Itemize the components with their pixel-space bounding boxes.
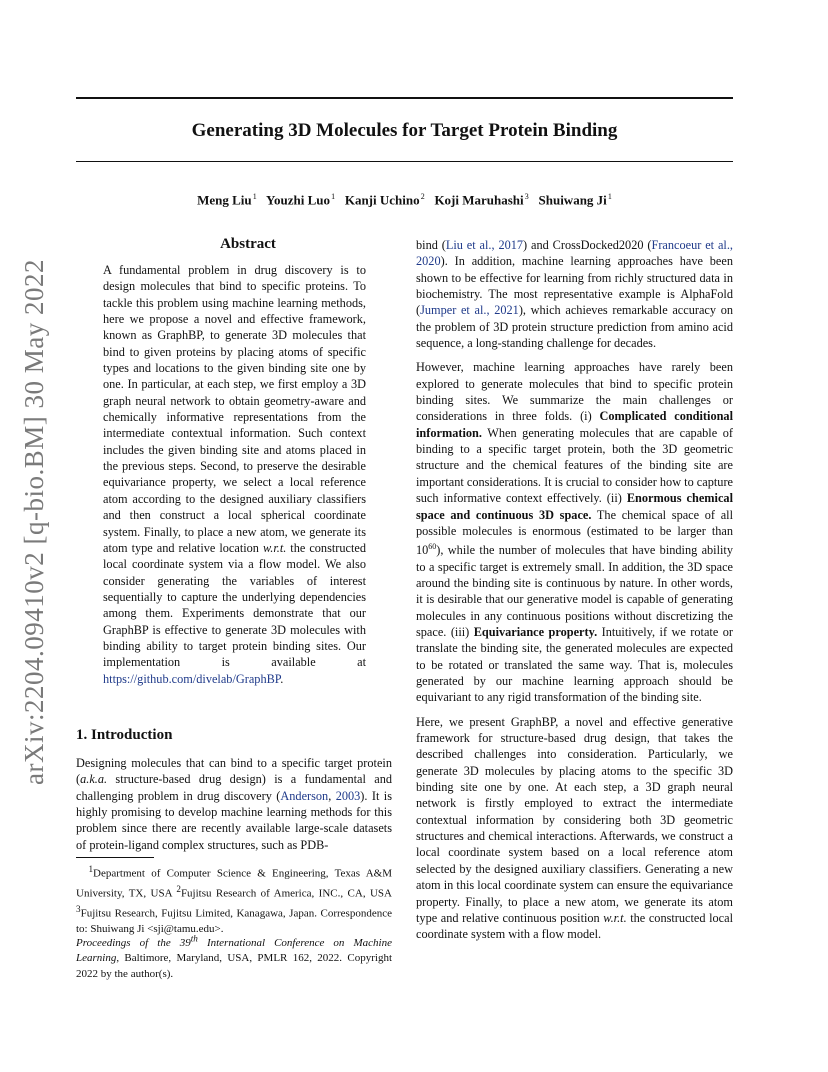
abstract-body: A fundamental problem in drug discovery is to design molecules that bind to specific proteins. To tackle this problem using machine learning methods, here we propose a novel and effective framework, known as GraphBP, to generate 3D molecules that bind to given proteins by placing atoms of specific types and locations to the given binding site one by one. In particular, at each step, we first employ a 3D graph neural network to obtain geometry-aware and chemically informative representations from the intermediate contextual information. Such context includes the given binding site and atoms placed in the previous steps. Second, to preserve the desirable equivariance property, we select a local reference atom according to the designed auxiliary classifiers and then construct a local spherical coordinate system. Finally, to place a new atom, we generate its atom type and relative location w.r.t. the constructed local coordinate system via a flow model. We also consider generating the variables of interest sequentially to capture the underlying dependencies among them. Experiments demonstrate that our GraphBP is effective to generate 3D molecules with binding ability to target protein binding sites. Our implementation is available at https://github.com/divelab/GraphBP.: [103, 263, 366, 686]
author-name: Shuiwang Ji: [538, 192, 607, 208]
author-name: Meng Liu: [197, 192, 252, 208]
author-affil: 2: [420, 192, 425, 201]
affiliation-footnote: $^1$Department of Computer Science & Engineering, Texas A&M University, TX, USA $^2$Fujitsu Research of America, INC., CA, USA $^3$Fujitsu Research, Fujitsu Limited, Kanagawa, Japan. Correspondence to: Shuiwang Ji <sji@tamu.edu>.: [76, 864, 392, 936]
arxiv-identifier: arXiv:2204.09410v2 [q-bio.BM] 30 May 2022: [19, 259, 49, 785]
paragraph: bind (Liu et al., 2017) and CrossDocked2020 (Francoeur et al., 2020). In addition, machine learning approaches have been shown to be effective for learning from richly structured data in biochemistry. The most representative example is AlphaFold (Jumper et al., 2021), which achieves remarkable accuracy on the problem of 3D protein structure prediction from amino acid sequence, a long-standing challenge for decades.: [416, 238, 733, 351]
right-column-body: [416, 237, 733, 951]
title-top-rule: [76, 97, 733, 99]
introduction-heading: 1. Introduction: [76, 727, 173, 743]
author-name: Koji Maruhashi: [434, 192, 524, 208]
citation-link[interactable]: Francoeur et al., 2020: [416, 238, 733, 269]
citation-link[interactable]: Jumper et al., 2021: [420, 303, 519, 318]
title-bottom-rule: [76, 161, 733, 162]
abstract-heading: Abstract: [220, 236, 276, 252]
author-affil: 1: [252, 192, 257, 201]
citation-year-link[interactable]: 2003: [335, 788, 361, 803]
citation-link[interactable]: Liu et al., 2017: [445, 238, 524, 252]
author-list: [76, 192, 733, 208]
citation-link[interactable]: Anderson: [280, 788, 329, 803]
footnote-rule: [76, 857, 154, 858]
code-link[interactable]: https://github.com/divelab/GraphBP: [103, 671, 281, 686]
paper-title: Generating 3D Molecules for Target Protein Binding: [191, 120, 618, 141]
author-name: Youzhi Luo: [266, 192, 330, 208]
author-affil: 1: [331, 192, 336, 201]
author-name: Kanji Uchino: [344, 192, 420, 208]
introduction-body: Designing molecules that can bind to a specific target protein (a.k.a. structure-based drug design) is a fundamental and challenging problem in drug discovery (Anderson, 2003). It is highly promising to develop machine learning methods for this problem since there are recently available large-scale datasets of protein-ligand complex structures, such as PDB-: [76, 756, 392, 852]
author-affil: 1: [607, 192, 612, 201]
paragraph: However, machine learning approaches have rarely been explored to generate molecules that bind to specific protein binding sites. We summarize the main challenges or considerations in three folds. (i) Complicated conditional information. When generating molecules that are capable of binding to a specific target protein, both the 3D geometric structure and the chemical features of the binding site are important considerations. It is crucial to consider how to capture such informative context effectively. (ii) Enormous chemical space and continuous 3D space. The chemical space of all possible molecules is enormous (estimated to be larger than $10^{60}$), while the number of molecules that have binding ability to a specific target is extremely small. In addition, the 3D space around the binding site is continuous by nature. In other words, it is desirable that our generative model is capable of generating molecules in any continuous positions without discretizing the space. (iii) Equivariance property. Intuitively, if we rotate or translate the binding site, the generated molecules are expected to be rotated or translated the same way. That is, molecules generated by our machine learning approach should be equivariant to any rigid transformation of the binding site.: [416, 360, 733, 705]
paragraph: Here, we present GraphBP, a novel and effective generative framework for structure-based drug design, that takes the described challenges into consideration. Particularly, we generate 3D molecules by placing atoms to the specific 3D binding site one by one. At each step, a 3D graph neural network is firstly employed to extract the intermediate contextual information by considering both 3D geometric structures and chemical interactions. Afterwards, we construct a local coordinate system based on a local reference atom selected by the designed auxiliary classifiers. Generating a new atom in this local coordinate system can ensure the equivariance property. Finally, to place a new atom, we generate its atom type and relative continuous position w.r.t. the constructed local coordinate system with a flow model.: [416, 714, 733, 942]
author-affil: 3: [524, 192, 529, 201]
proceedings-note: Proceedings of the 39th International Conference on Machine Learning, Baltimore, Maryland, USA, PMLR 162, 2022. Copyright 2022 by the author(s).: [76, 933, 392, 980]
